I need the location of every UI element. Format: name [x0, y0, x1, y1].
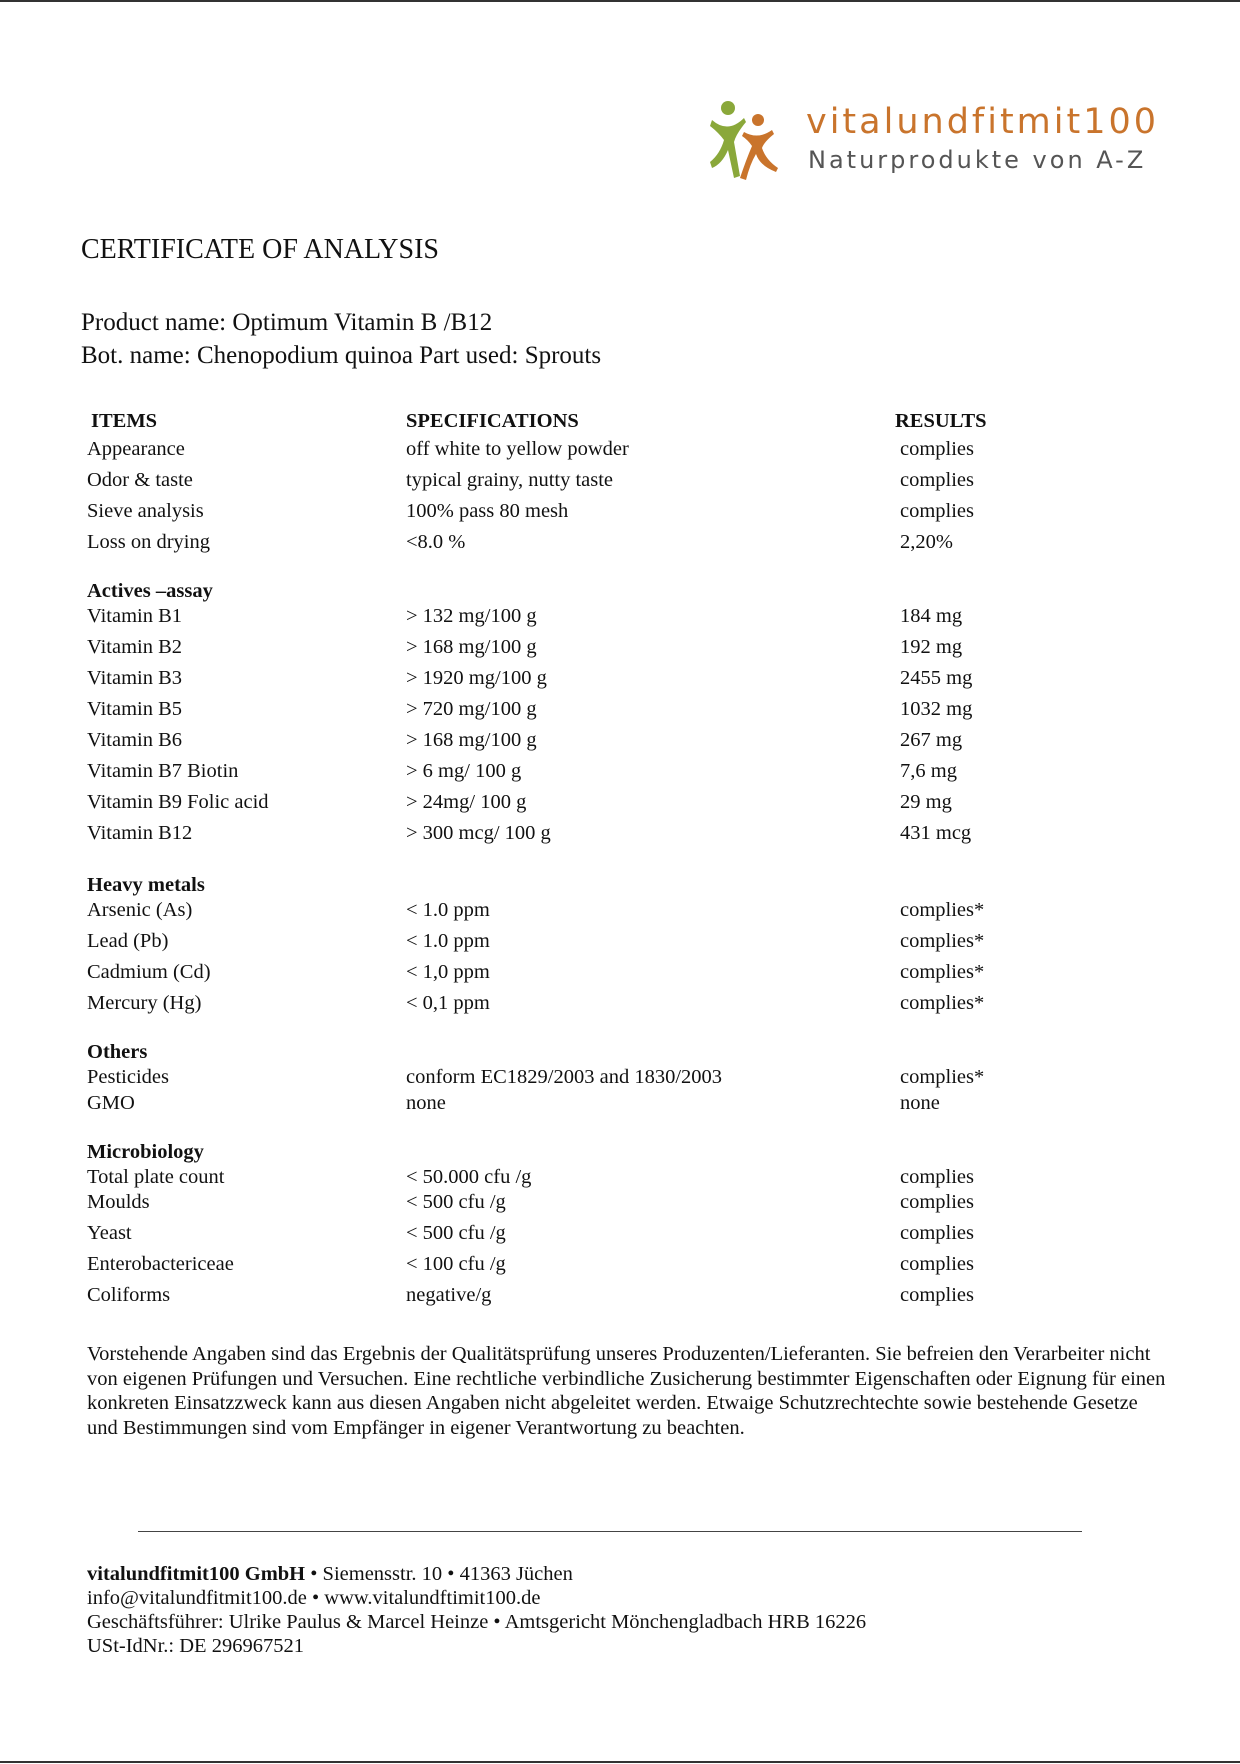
row-result: 184 mg	[900, 605, 963, 627]
row-spec: <8.0 %	[406, 531, 466, 553]
row-result: complies*	[900, 930, 985, 952]
page-border-top	[0, 0, 1240, 2]
header-items: ITEMS	[91, 410, 158, 432]
section-heading: Microbiology	[87, 1141, 204, 1163]
row-spec: conform EC1829/2003 and 1830/2003	[406, 1066, 723, 1088]
row-spec: > 168 mg/100 g	[406, 729, 537, 751]
row-spec: < 1.0 ppm	[406, 899, 490, 921]
row-item: Vitamin B5	[87, 698, 183, 720]
row-spec: < 500 cfu /g	[406, 1191, 506, 1213]
row-item: Moulds	[87, 1191, 150, 1213]
row-item: Vitamin B6	[87, 729, 183, 751]
document-title: CERTIFICATE OF ANALYSIS	[81, 234, 439, 265]
botanical-name: Bot. name: Chenopodium quinoa Part used: Sprouts	[81, 342, 602, 369]
row-spec: < 1.0 ppm	[406, 930, 490, 952]
company-logo	[706, 90, 1160, 190]
row-spec: negative/g	[406, 1284, 492, 1306]
row-item: Odor & taste	[87, 469, 193, 491]
footer-company-line	[87, 1563, 573, 1586]
row-result: none	[900, 1092, 940, 1114]
row-item: Vitamin B1	[87, 605, 183, 627]
footer-address: • Siemensstr. 10 • 41363 Jüchen	[305, 1563, 573, 1585]
row-result: complies	[900, 1222, 975, 1244]
row-result: complies	[900, 1284, 975, 1306]
row-item: Appearance	[87, 438, 185, 460]
footer-divider	[138, 1531, 1082, 1532]
row-item: Loss on drying	[87, 531, 210, 553]
footer-contact: info@vitalundfitmit100.de • www.vitalundftimit100.de	[87, 1587, 541, 1609]
row-item: Total plate count	[87, 1166, 225, 1188]
row-item: Vitamin B2	[87, 636, 183, 658]
row-item: Vitamin B7 Biotin	[87, 760, 239, 782]
row-spec: none	[406, 1092, 446, 1114]
footer-management: Geschäftsführer: Ulrike Paulus & Marcel Heinze • Amtsgericht Mönchengladbach HRB 16226	[87, 1611, 867, 1633]
row-spec: > 720 mg/100 g	[406, 698, 537, 720]
logo-name: vitalundfitmit100	[806, 102, 1160, 142]
row-item: Lead (Pb)	[87, 930, 169, 952]
row-item: Cadmium (Cd)	[87, 961, 211, 983]
row-spec: > 132 mg/100 g	[406, 605, 537, 627]
row-result: 1032 mg	[900, 698, 973, 720]
logo-tagline: Naturprodukte von A-Z	[808, 146, 1147, 174]
row-result: complies	[900, 469, 975, 491]
row-item: GMO	[87, 1092, 135, 1114]
row-result: complies	[900, 438, 975, 460]
row-result: 267 mg	[900, 729, 963, 751]
row-result: complies	[900, 500, 975, 522]
page-border-bottom	[0, 1761, 1240, 1763]
row-result: 7,6 mg	[900, 760, 957, 782]
row-result: 29 mg	[900, 791, 952, 813]
row-result: complies	[900, 1191, 975, 1213]
row-item: Mercury (Hg)	[87, 992, 202, 1014]
footer-vat: USt-IdNr.: DE 296967521	[87, 1635, 304, 1657]
row-spec: < 0,1 ppm	[406, 992, 490, 1014]
disclaimer-text: Vorstehende Angaben sind das Ergebnis der Qualitätsprüfung unseres Produzenten/Lieferanten. Sie befreien den Verarbeiter nicht von eigenen Prüfungen und Versuchen. Eine rechtliche verbindliche Zusicherung bestimmter Eigenschaften oder Eignung für einen konkreten Einsatzzweck kann aus diesen Angaben nicht abgeleitet werden. Etwaige Schutzrechtechte sowie bestehende Gesetze und Bestimmungen sind vom Empfänger in eigener Verantwortung zu beachten.	[87, 1343, 1166, 1439]
row-item: Vitamin B3	[87, 667, 183, 689]
row-spec: > 300 mcg/ 100 g	[406, 822, 551, 844]
row-result: 2455 mg	[900, 667, 973, 689]
footer-company: vitalundfitmit100 GmbH	[87, 1563, 306, 1585]
row-result: complies*	[900, 992, 985, 1014]
section-heading: Actives –assay	[87, 580, 213, 602]
row-spec: > 24mg/ 100 g	[406, 791, 527, 813]
row-result: complies	[900, 1253, 975, 1275]
row-item: Yeast	[87, 1222, 132, 1244]
row-spec: < 500 cfu /g	[406, 1222, 506, 1244]
header-specifications: SPECIFICATIONS	[406, 410, 579, 432]
row-spec: off white to yellow powder	[406, 438, 629, 460]
section-heading: Others	[87, 1041, 148, 1063]
row-spec: < 1,0 ppm	[406, 961, 490, 983]
row-item: Coliforms	[87, 1284, 171, 1306]
row-item: Enterobactericeae	[87, 1253, 234, 1275]
figures-icon	[706, 90, 806, 190]
row-result: complies*	[900, 961, 985, 983]
row-item: Vitamin B12	[87, 822, 193, 844]
row-result: complies*	[900, 899, 985, 921]
row-item: Vitamin B9 Folic acid	[87, 791, 269, 813]
row-result: complies	[900, 1166, 975, 1188]
row-spec: < 50.000 cfu /g	[406, 1166, 532, 1188]
row-item: Pesticides	[87, 1066, 169, 1088]
row-result: 2,20%	[900, 531, 953, 553]
row-spec: > 6 mg/ 100 g	[406, 760, 522, 782]
product-name: Product name: Optimum Vitamin B /B12	[81, 309, 493, 336]
row-item: Sieve analysis	[87, 500, 204, 522]
row-spec: > 168 mg/100 g	[406, 636, 537, 658]
row-spec: 100% pass 80 mesh	[406, 500, 569, 522]
row-spec: typical grainy, nutty taste	[406, 469, 614, 491]
row-result: 192 mg	[900, 636, 963, 658]
section-heading: Heavy metals	[87, 874, 205, 896]
row-item: Arsenic (As)	[87, 899, 193, 921]
row-result: complies*	[900, 1066, 985, 1088]
header-results: RESULTS	[895, 410, 987, 432]
row-spec: > 1920 mg/100 g	[406, 667, 547, 689]
row-result: 431 mcg	[900, 822, 972, 844]
row-spec: < 100 cfu /g	[406, 1253, 506, 1275]
